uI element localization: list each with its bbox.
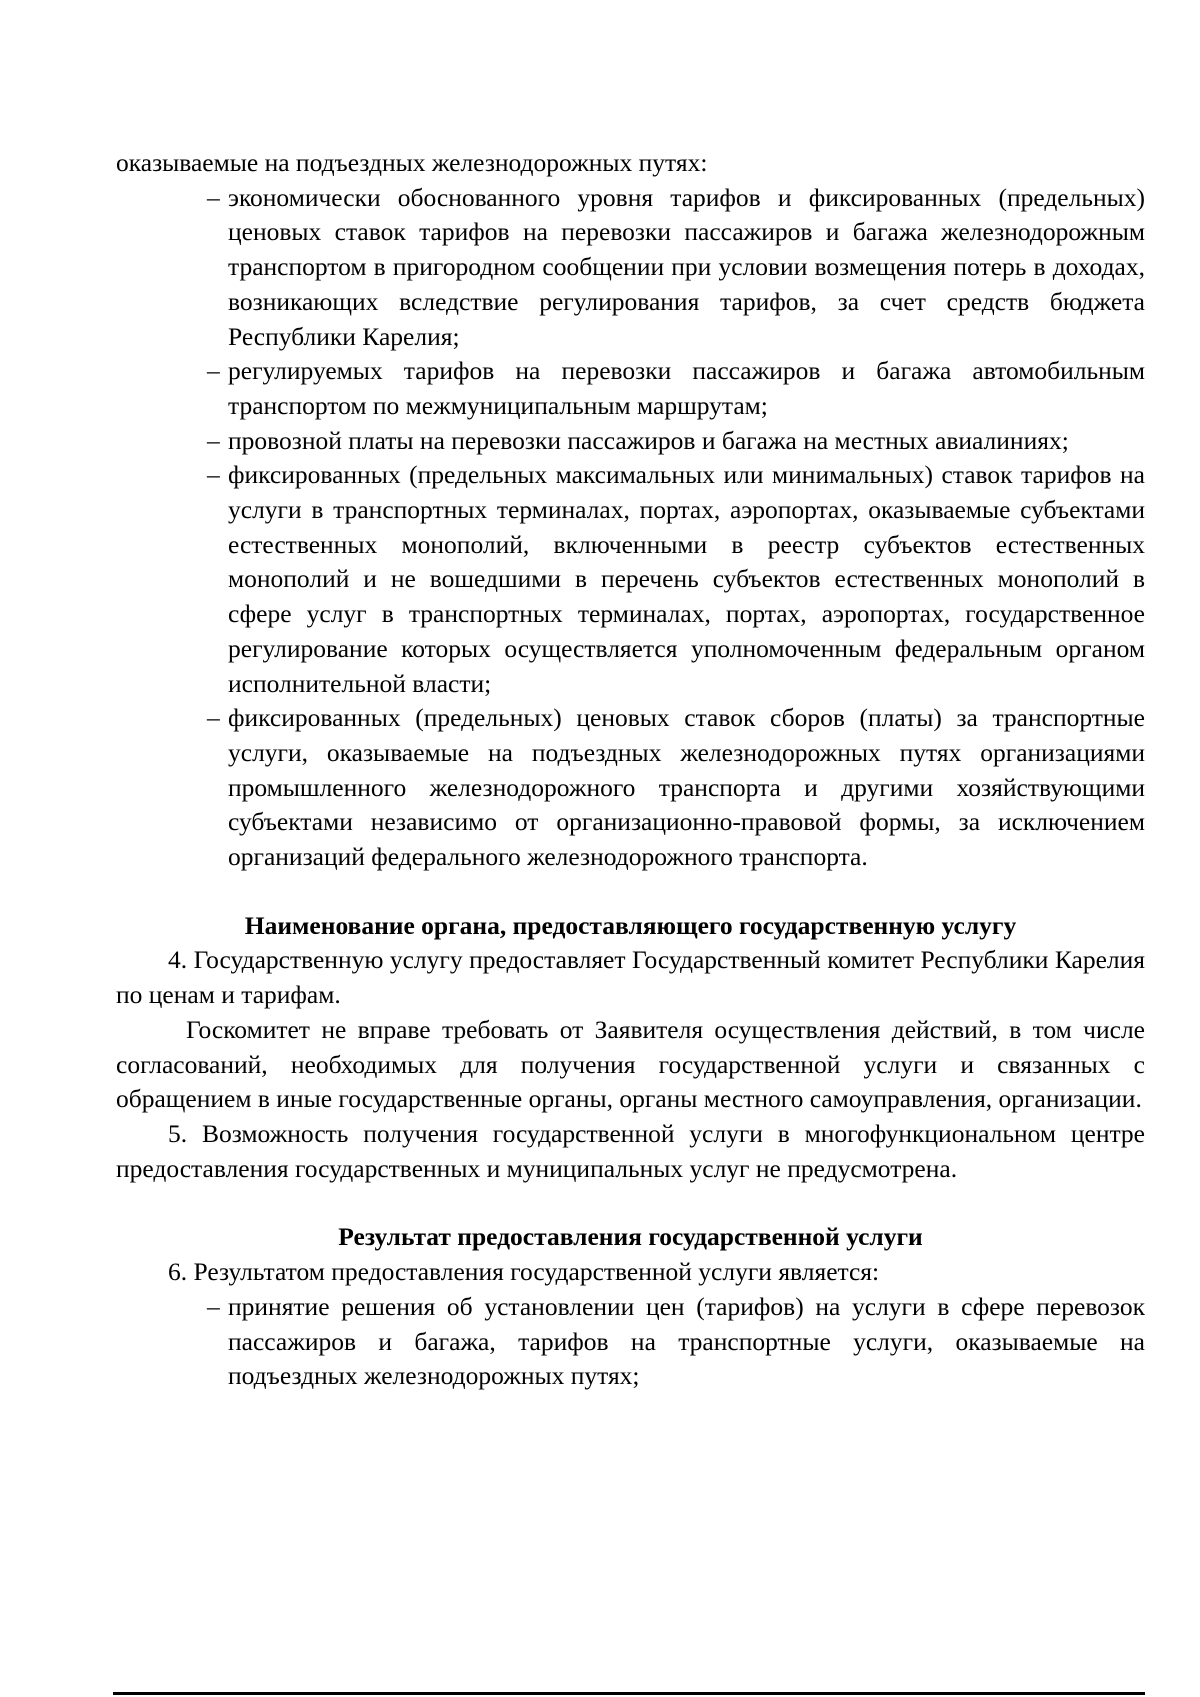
paragraph-4: 4. Государственную услугу предоставляет Государственный комитет Республики Карелия по ценам и тарифам.: [116, 945, 1145, 1010]
list-item-text: регулируемых тарифов на перевозки пассажиров и багажа автомобильным транспортом по межмуниципальным маршрутам;: [228, 356, 1145, 420]
list-item: [207, 424, 1145, 459]
dash-marker: –: [207, 356, 220, 386]
list-item: [207, 701, 1145, 875]
list-item: [207, 354, 1145, 423]
dash-marker: –: [207, 425, 220, 455]
paragraph-5: 5. Возможность получения государственной услуги в многофункциональном центре предоставления государственных и муниципальных услуг не предусмотрена.: [116, 1118, 1145, 1183]
tariff-list: [116, 181, 1145, 875]
intro-line: оказываемые на подъездных железнодорожных путях:: [116, 148, 708, 177]
list-item: [207, 181, 1145, 355]
paragraph-6: 6. Результатом предоставления государственной услуги является:: [168, 1257, 880, 1287]
footer-rule: [113, 1692, 1145, 1695]
dash-marker: –: [207, 460, 220, 490]
document-body: [116, 146, 1145, 1394]
dash-marker: –: [207, 1291, 220, 1321]
dash-marker: –: [207, 182, 220, 212]
list-item-text: фиксированных (предельных максимальных или минимальных) ставок тарифов на услуги в транспортных терминалах, портах, аэропортах, оказываемые субъектами естественных монополий, включенными в реестр субъектов естественных монополий и не вошедшими в перечень субъектов естественных монополий в сфере услуг в транспортных терминалах, портах, аэропортах, государственное регулирование которых осуществляется уполномоченным федеральным органом исполнительной власти;: [228, 460, 1145, 698]
list-item-text: экономически обоснованного уровня тарифов и фиксированных (предельных) ценовых ставок тарифов на перевозки пассажиров и багажа железнодорожным транспортом в пригородном сообщении при условии возмещения потерь в доходах, возникающих вследствие регулирования тарифов, за счет средств бюджета Республики Карелия;: [228, 182, 1145, 351]
list-item: [207, 1290, 1145, 1394]
section-heading-authority: Наименование органа, предоставляющего государственную услугу: [244, 910, 1017, 940]
paragraph-goskomitet: Госкомитет не вправе требовать от Заявителя осуществления действий, в том числе согласований, необходимых для получения государственной услуги и связанных с обращением в иные государственные органы, органы местного самоуправления, организации.: [116, 1014, 1145, 1114]
dash-marker: –: [207, 703, 220, 733]
list-item-text: фиксированных (предельных) ценовых ставок сборов (платы) за транспортные услуги, оказываемые на подъездных железнодорожных путях организациями промышленного железнодорожного транспорта и другими хозяйствующими субъектами независимо от организационно-правовой формы, за исключением организаций федерального железнодорожного транспорта.: [228, 703, 1145, 872]
result-list: [116, 1290, 1145, 1394]
section-heading-result: Результат предоставления государственной услуги: [338, 1222, 923, 1252]
list-item-text: принятие решения об установлении цен (тарифов) на услуги в сфере перевозок пассажиров и багажа, тарифов на транспортные услуги, оказываемые на подъездных железнодорожных путях;: [228, 1291, 1145, 1391]
list-item: [207, 458, 1145, 701]
list-item-text: провозной платы на перевозки пассажиров и багажа на местных авиалиниях;: [228, 425, 1069, 455]
